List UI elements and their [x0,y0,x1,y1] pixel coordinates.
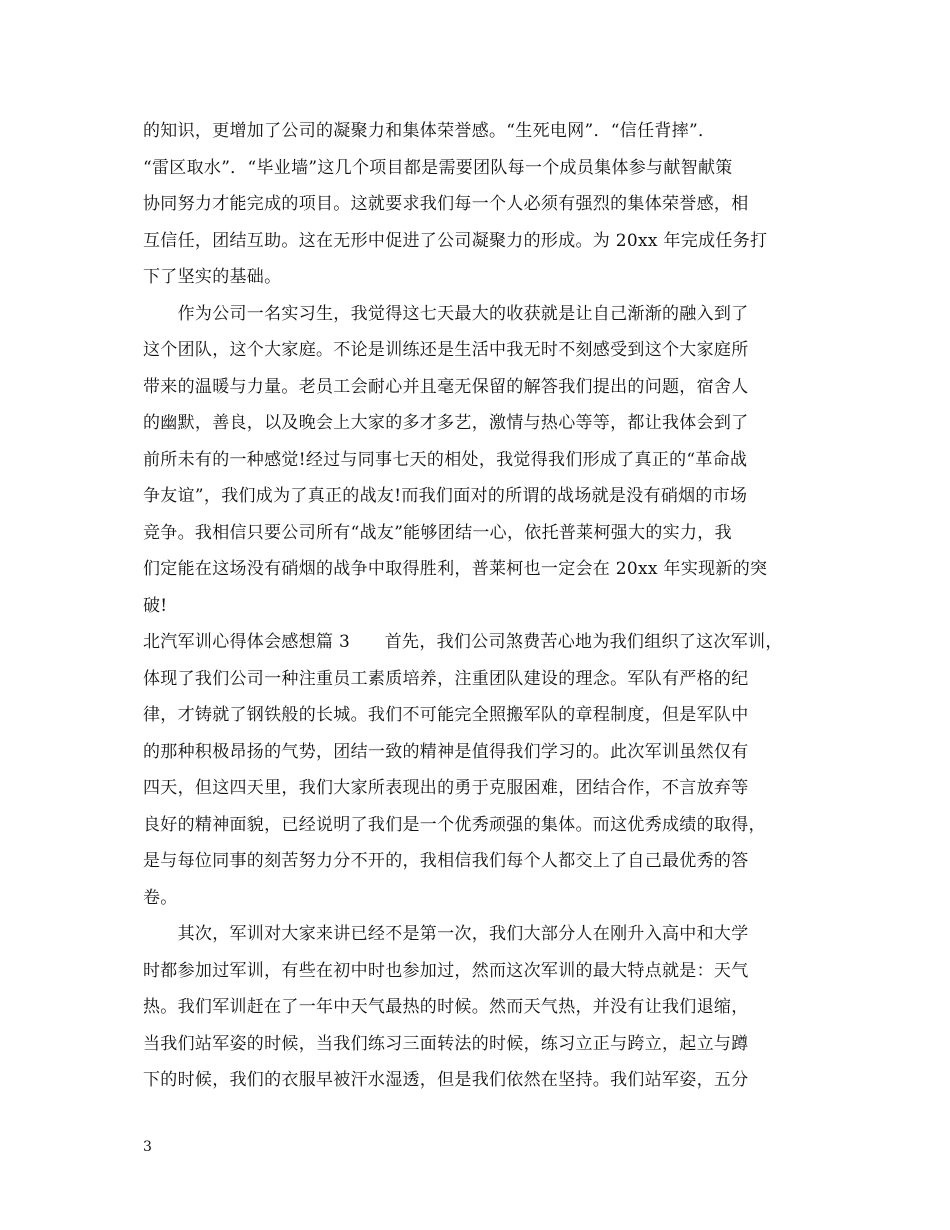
text-line: 体现了我们公司一种注重员工素质培养，注重团队建设的理念。军队有严格的纪 [143,668,749,689]
page-number: 3 [143,1139,152,1155]
text-line: 作为公司一名实习生，我觉得这七天最大的收获就是让自己渐渐的融入到了 [143,303,749,324]
text-line: 下的时候，我们的衣服早被汗水湿透，但是我们依然在坚持。我们站军姿，五分 [143,1070,749,1090]
text-line: 的那种积极昂扬的气势，团结一致的精神是值得我们学习的。此次军训虽然仅有 [143,741,749,762]
text-line: 破! [143,595,168,616]
text-line: 当我们站军姿的时候，当我们练习三面转法的时候，练习立正与跨立，起立与蹲 [143,1033,749,1054]
text-line: 前所未有的一种感觉!经过与同事七天的相处，我觉得我们形成了真正的“革命战 [143,449,748,470]
text-line: 律，才铸就了钢铁般的长城。我们不可能完全照搬军队的章程制度，但是军队中 [143,705,749,725]
text-line: 的幽默，善良，以及晚会上大家的多才多艺，激情与热心等等，都让我体会到了 [143,413,749,433]
text-line: 时都参加过军训，有些在初中时也参加过，然而这次军训的最大特点就是：天气 [143,960,749,981]
text-line: “雷区取水”．“毕业墙”这几个项目都是需要团队每一个成员集体参与献智献策 [143,157,733,178]
text-line: 下了坚实的基础。 [143,267,282,287]
text-line: 热。我们军训赶在了一年中天气最热的时候。然而天气热，并没有让我们退缩， [143,997,749,1017]
section-heading-line: 北汽军训心得体会感想篇 3 首先，我们公司煞费苦心地为我们组织了这次军训， [143,632,783,652]
text-line: 这个团队，这个大家庭。不论是训练还是生活中我无时不刻感受到这个大家庭所 [143,340,749,360]
text-line: 互信任，团结互助。这在无形中促进了公司凝聚力的形成。为 20xx 年完成任务打 [143,230,768,251]
body-text [143,113,823,1099]
text-line: 们定能在这场没有硝烟的战争中取得胜利，普莱柯也一定会在 20xx 年实现新的突 [143,559,768,579]
text-line: 是与每位同事的刻苦努力分不开的，我相信我们每个人都交上了自己最优秀的答 [143,851,749,871]
text-line: 竞争。我相信只要公司所有“战友”能够团结一心，依托普莱柯强大的实力，我 [143,522,732,543]
text-line: 带来的温暖与力量。老员工会耐心并且毫无保留的解答我们提出的问题，宿舍人 [143,376,749,397]
text-line: 争友谊”，我们成为了真正的战友!而我们面对的所谓的战场就是没有硝烟的市场 [143,486,748,506]
text-line: 良好的精神面貌，已经说明了我们是一个优秀顽强的集体。而这优秀成绩的取得， [143,814,766,835]
text-line: 卷。 [143,887,178,908]
text-line: 其次，军训对大家来讲已经不是第一次，我们大部分人在刚升入高中和大学 [143,924,749,944]
text-line: 的知识，更增加了公司的凝聚力和集体荣誉感。“生死电网”．“信任背摔”． [143,121,716,141]
text-line: 四天，但这四天里，我们大家所表现出的勇于克服困难，团结合作，不言放弃等 [143,778,749,798]
text-line: 协同努力才能完成的项目。这就要求我们每一个人必须有强烈的集体荣誉感，相 [143,194,749,214]
